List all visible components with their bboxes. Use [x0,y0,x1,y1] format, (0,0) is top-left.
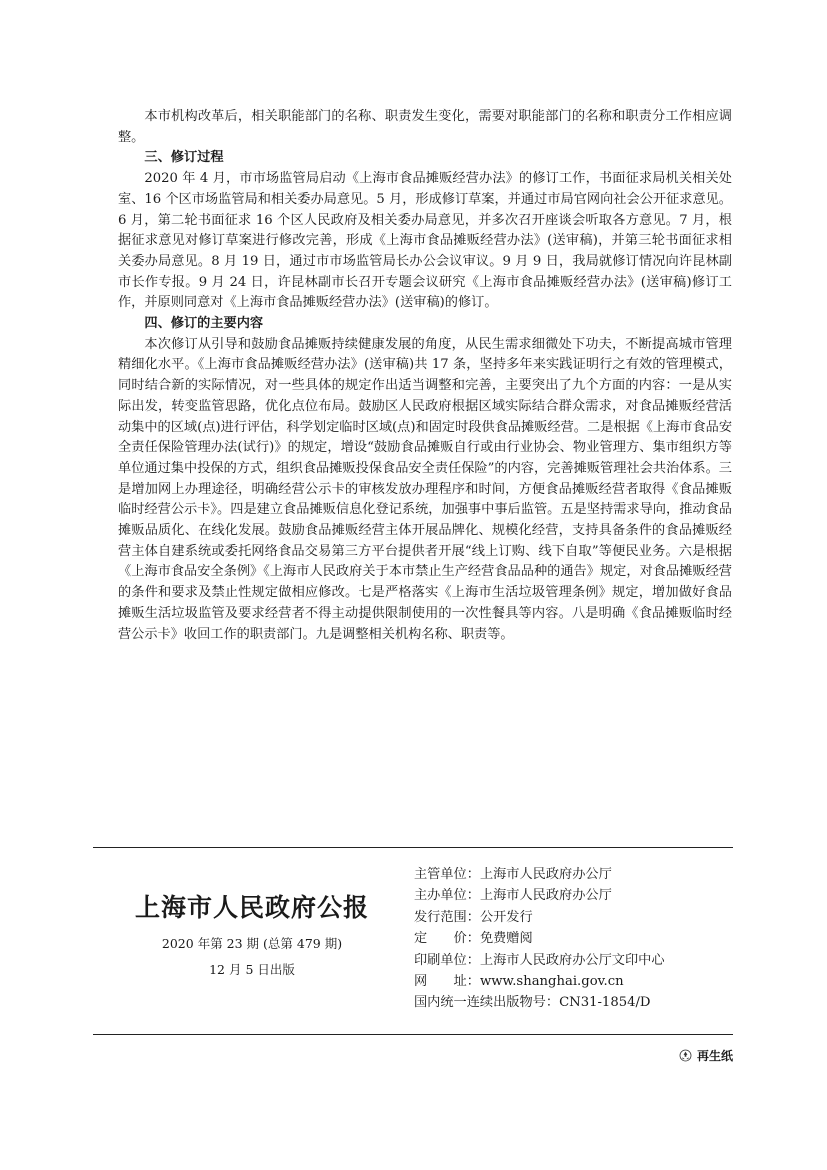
colophon-info [414,864,665,1014]
colophon-label: 网 址： [414,973,480,989]
colophon-row [414,950,665,971]
masthead-title: 上海市人民政府公报 [134,893,369,922]
colophon-value: www.shanghai.gov.cn [479,973,624,989]
colophon-row [414,907,665,928]
colophon-value: 免费赠阅 [479,931,533,947]
colophon-row [414,885,665,906]
masthead-date: 12 月 5 日出版 [209,962,295,977]
colophon-top-rule [93,847,733,848]
colophon-value: 上海市人民政府办公厅文印中心 [479,952,665,968]
colophon-value: 公开发行 [479,909,533,925]
colophon-row [414,971,665,992]
recycled-paper-label: 再生纸 [696,1049,733,1063]
colophon-bottom-rule [93,1034,733,1035]
recycled-paper-mark [679,1047,733,1064]
article-body [118,107,732,645]
colophon-label: 发行范围： [414,909,480,925]
section-heading-main-content: 四、修订的主要内容 [144,316,264,332]
paragraph-main-content: 本次修订从引导和鼓励食品摊贩持续健康发展的角度，从民生需求细微处下功夫，不断提高城市管理精细化水平。《上海市食品摊贩经营办法》(送审稿)共 17 条，坚持多年来实践证明行之有效的管理模式，同时结合新的实际情况，对一些具体的规定作出适当调整和完善，主要突出了九个方面的内容：一是从实际出发，转变监管思路，优化点位布局。鼓励区人民政府根据区域实际结合群众需求，对食品摊贩经营活动集中的区域(点)进行评估，科学划定临时区域(点)和固定时段供食品摊贩经营。二是根据《上海市食品安全责任保险管理办法(试行)》的规定，增设“鼓励食品摊贩自行或由行业协会、物业管理方、集市组织方等单位通过集中投保的方式，组织食品摊贩投保食品安全责任保险”的内容，完善摊贩管理社会共治体系。三是增加网上办理途径，明确经营公示卡的审核发放办理程序和时间，方便食品摊贩经营者取得《食品摊贩临时经营公示卡》。四是建立食品摊贩信息化登记系统，加强事中事后监管。五是坚持需求导向，推动食品摊贩品质化、在线化发展。鼓励食品摊贩经营主体开展品牌化、规模化经营，支持具备条件的食品摊贩经营主体自建系统或委托网络食品交易第三方平台提供者开展“线上订购、线下自取”等便民业务。六是根据《上海市食品安全条例》《上海市人民政府关于本市禁止生产经营食品品种的通告》规定，对食品摊贩经营的条件和要求及禁止性规定做相应修改。七是严格落实《上海市生活垃圾管理条例》规定，增加做好食品摊贩生活垃圾监管及要求经营者不得主动提供限制使用的一次性餐具等内容。八是明确《食品摊贩临时经营公示卡》收回工作的职责部门。九是调整相关机构名称、职责等。 [118,336,733,642]
colophon-value: 上海市人民政府办公厅 [479,888,612,904]
colophon-label: 印刷单位： [414,952,480,968]
colophon-row [414,928,665,949]
colophon-value: CN31-1854/D [559,995,651,1011]
section-heading-revision-process: 三、修订过程 [144,150,224,166]
paragraph-reorganization: 本市机构改革后，相关职能部门的名称、职责发生变化，需要对职能部门的名称和职责分工作相应调整。 [118,109,732,145]
colophon-label: 主管单位： [414,867,480,882]
colophon-label: 国内统一连续出版物号： [414,995,560,1011]
colophon-label: 主办单位： [414,888,480,904]
colophon-value: 上海市人民政府办公厅 [479,867,612,882]
colophon-row [414,992,665,1013]
recycle-icon [679,1049,692,1062]
masthead-issue: 2020 年第 23 期 (总第 479 期) [161,936,343,951]
colophon-row [414,864,665,885]
masthead [93,892,411,979]
paragraph-revision-process: 2020 年 4 月，市市场监管局启动《上海市食品摊贩经营办法》的修订工作，书面征求局机关相关处室、16 个区市场监管局和相关委办局意见。5 月，形成修订草案，并通过市局官网向社会公开征求意见。6 月，第二轮书面征求 16 个区人民政府及相关委办局意见，并多次召开座谈会听取各方意见。7 月，根据征求意见对修订草案进行修改完善，形成《上海市食品摊贩经营办法》(送审稿)，并第三轮书面征求相关委办局意见。8 月 19 日，通过市市场监管局长办公会议审议。9 月 9 日，我局就修订情况向许昆林副市长作专报。9 月 24 日，许昆林副市长召开专题会议研究《上海市食品摊贩经营办法》(送审稿)修订工作，并原则同意对《上海市食品摊贩经营办法》(送审稿)的修订。 [118,171,732,311]
colophon-label: 定 价： [414,931,480,947]
